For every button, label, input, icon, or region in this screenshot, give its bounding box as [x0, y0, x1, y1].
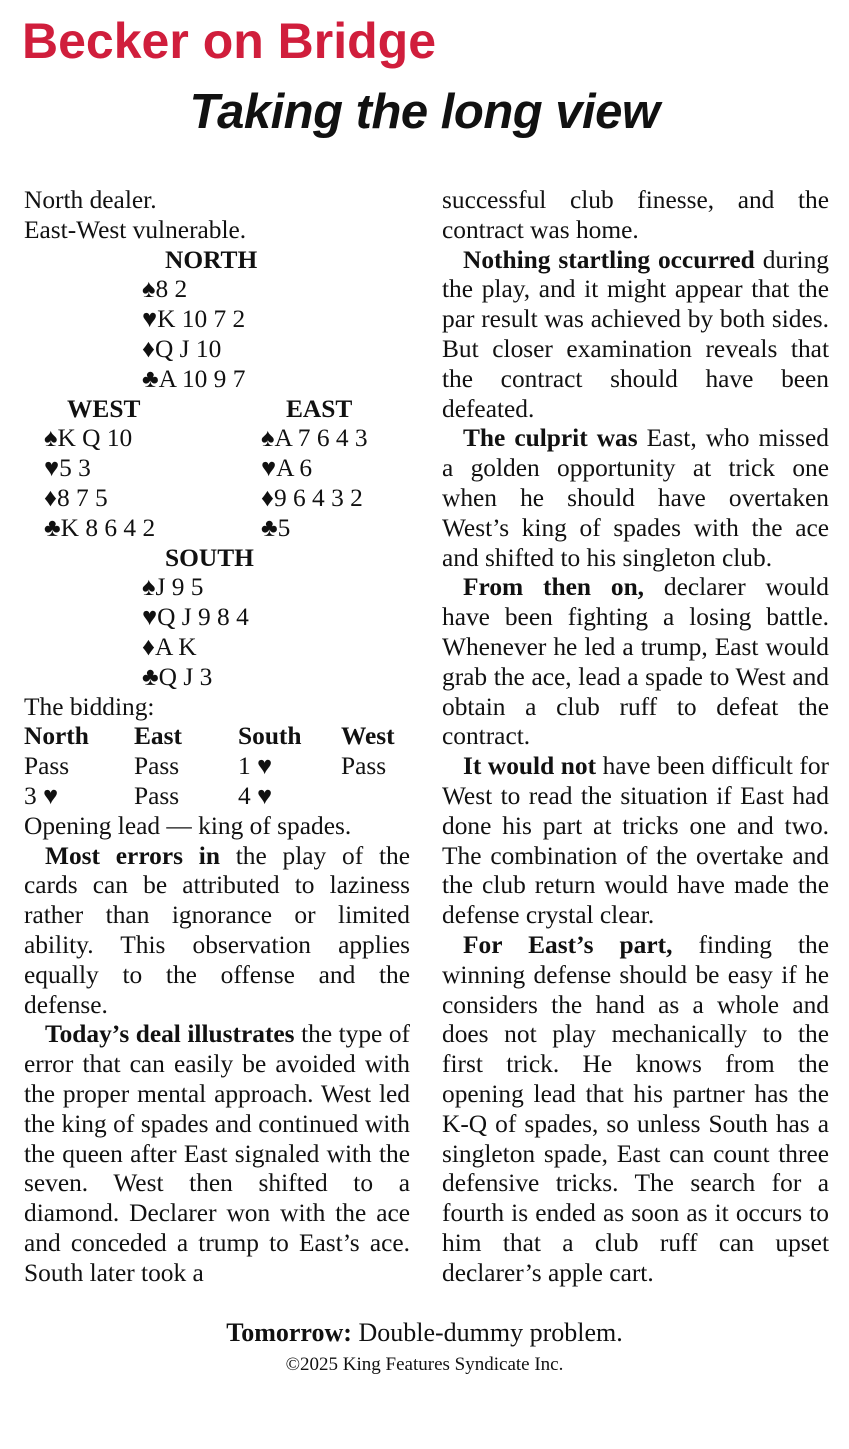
south-diamonds: ♦A K	[142, 632, 197, 661]
tomorrow-text: Double-dummy problem.	[351, 1318, 623, 1347]
bidding-label: The bidding:	[24, 692, 155, 721]
article-paragraph: Nothing startling occurred during the play, and it might appear that the par result was achieved by both sides. But closer examination reveals that the contract should have been defeated.	[442, 245, 829, 423]
paragraph-lead: The culprit was	[463, 424, 638, 453]
paragraph-lead: Most errors in	[45, 841, 220, 870]
bidding-table	[24, 722, 410, 811]
tomorrow-note	[0, 1318, 849, 1348]
east-hearts: ♥A 6	[261, 454, 313, 483]
dealer: North dealer.	[24, 186, 157, 214]
bid-cell: Pass	[134, 781, 180, 810]
south-hearts: ♥Q J 9 8 4	[142, 603, 249, 632]
north-label: NORTH	[165, 245, 258, 274]
north-clubs: ♣A 10 9 7	[142, 364, 246, 393]
bid-header: North	[24, 722, 89, 751]
paragraph-lead: For East’s part,	[463, 930, 673, 959]
bid-header: West	[341, 722, 395, 751]
east-diamonds: ♦9 6 4 3 2	[261, 483, 363, 512]
article-paragraph: From then on, declarer would have been fighting a losing battle. Whenever he led a trump, East would grab the ace, lead a spade to West and obtain a club ruff to defeat the contract.	[442, 573, 829, 751]
west-diamonds: ♦8 7 5	[44, 483, 108, 512]
south-spades: ♠J 9 5	[142, 573, 204, 602]
west-spades: ♠K Q 10	[44, 424, 133, 453]
article-paragraph: For East’s part, finding the winning defense should be easy if he considers the hand as a whole and does not play mechanically to the first trick. He knows from the opening lead that his partner has the K-Q of spades, so unless South has a singleton spade, East can count three defensive tricks. The search for a fourth is ended as soon as it occurs to him that a club ruff can upset declarer’s apple cart.	[442, 930, 829, 1287]
copyright: ©2025 King Features Syndicate Inc.	[285, 1354, 564, 1375]
north-diamonds: ♦Q J 10	[142, 334, 222, 363]
south-clubs: ♣Q J 3	[142, 662, 213, 691]
bid-cell: Pass	[134, 752, 180, 781]
article-paragraph: Most errors in the play of the cards can be attributed to laziness rather than ignorance or limited ability. This observation applies equally to the offense and the defense.	[24, 841, 410, 1019]
east-spades: ♠A 7 6 4 3	[261, 424, 368, 453]
west-clubs: ♣K 8 6 4 2	[44, 513, 156, 542]
bid-cell: Pass	[24, 752, 70, 781]
article-paragraph: The culprit was East, who missed a golden opportunity at trick one when he should have overtaken West’s king of spades with the ace and shifted to his singleton club.	[442, 424, 829, 572]
west-label: WEST	[67, 394, 141, 423]
vulnerability: East-West vulnerable.	[24, 215, 247, 244]
deal-diagram	[24, 246, 410, 693]
east-label: EAST	[286, 394, 353, 423]
bid-header: South	[238, 722, 302, 751]
bid-cell: 1 ♥	[238, 752, 273, 781]
headline: Taking the long view	[189, 85, 660, 139]
paragraph-lead: It would not	[463, 752, 597, 781]
right-column	[442, 186, 829, 1288]
left-column	[24, 186, 410, 1289]
paragraph-lead: Nothing startling occurred	[463, 245, 755, 274]
article-paragraph-continued: successful club finesse, and the contract was home.	[442, 186, 829, 244]
north-spades: ♠8 2	[142, 275, 188, 304]
north-hearts: ♥K 10 7 2	[142, 305, 246, 334]
paragraph-lead: Today’s deal illustrates	[45, 1020, 295, 1049]
west-hearts: ♥5 3	[44, 454, 91, 483]
bid-header: East	[134, 722, 182, 751]
bid-cell: Pass	[341, 752, 387, 781]
south-label: SOUTH	[165, 543, 254, 572]
opening-lead: Opening lead — king of spades.	[24, 811, 352, 840]
column-title: Becker on Bridge	[22, 13, 437, 69]
bid-cell: 3 ♥	[24, 781, 59, 810]
paragraph-lead: From then on,	[463, 573, 645, 602]
bid-cell: 4 ♥	[238, 781, 273, 810]
east-clubs: ♣5	[261, 513, 291, 542]
article-paragraph: It would not have been difficult for West to read the situation if East had done his part at tricks one and two. The combination of the overtake and the club return would have made the defense crystal clear.	[442, 752, 829, 930]
tomorrow-label: Tomorrow:	[226, 1318, 352, 1347]
article-paragraph: Today’s deal illustrates the type of error that can easily be avoided with the proper mental approach. West led the king of spades and continued with the queen after East signaled with the seven. West then shifted to a diamond. Declarer won with the ace and conceded a trump to East’s ace. South later took a	[24, 1020, 410, 1287]
